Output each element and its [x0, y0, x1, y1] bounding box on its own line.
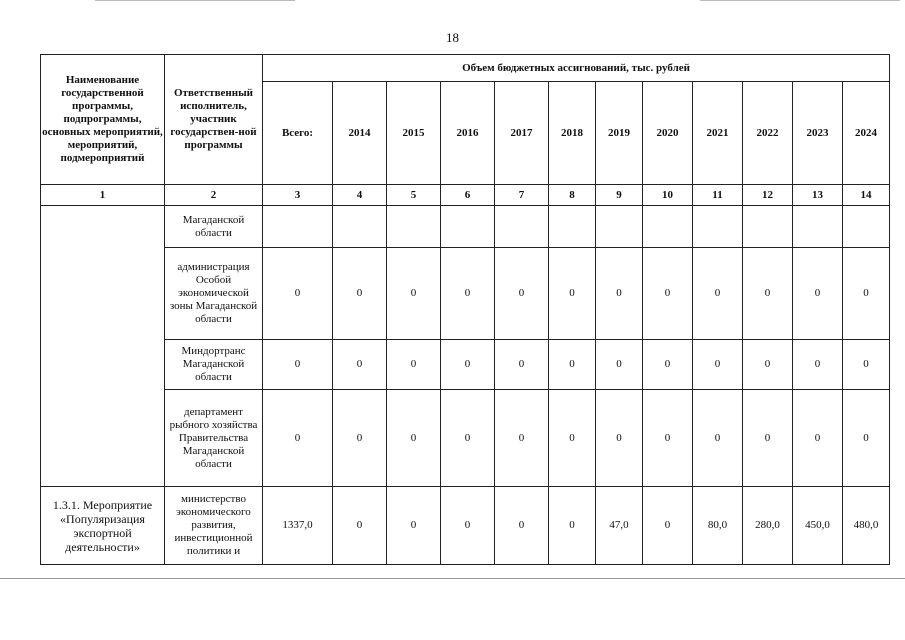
column-number-row [41, 185, 890, 206]
header-year: 2022 [743, 82, 793, 185]
table-row [41, 390, 890, 487]
row-value: 0 [263, 340, 333, 390]
row-value: 0 [693, 340, 743, 390]
row-value: 0 [441, 487, 495, 565]
row-value: 0 [843, 390, 890, 487]
header-row-top [41, 55, 890, 82]
table-row [41, 248, 890, 340]
row-value: 0 [387, 248, 441, 340]
bottom-scan-rule [0, 578, 905, 579]
row-value: 0 [495, 390, 549, 487]
row-value [387, 206, 441, 248]
row-value [793, 206, 843, 248]
row-value: 0 [743, 248, 793, 340]
row-value: 0 [549, 390, 596, 487]
header-year: 2020 [643, 82, 693, 185]
column-number: 9 [596, 185, 643, 206]
header-year: 2023 [793, 82, 843, 185]
row-value: 0 [793, 340, 843, 390]
row-value: 0 [643, 390, 693, 487]
row-value [596, 206, 643, 248]
row-value: 0 [263, 390, 333, 487]
row-value: 0 [333, 390, 387, 487]
row-value: 0 [643, 487, 693, 565]
column-number: 5 [387, 185, 441, 206]
header-year: 2017 [495, 82, 549, 185]
row-executor: министерство экономического развития, инвестиционной политики и [165, 487, 263, 565]
row-value: 0 [549, 248, 596, 340]
row-value: 0 [441, 248, 495, 340]
header-year: 2019 [596, 82, 643, 185]
row-value: 0 [549, 487, 596, 565]
row-value [263, 206, 333, 248]
row-value: 0 [643, 248, 693, 340]
header-budget-group: Объем бюджетных ассигнований, тыс. рублей [263, 55, 890, 82]
row-value: 0 [596, 340, 643, 390]
header-year: 2015 [387, 82, 441, 185]
row-value: 450,0 [793, 487, 843, 565]
column-number: 13 [793, 185, 843, 206]
row-value [643, 206, 693, 248]
column-number: 14 [843, 185, 890, 206]
header-total: Всего: [263, 82, 333, 185]
row-value: 0 [793, 390, 843, 487]
row-value [693, 206, 743, 248]
row-value: 0 [333, 340, 387, 390]
column-number: 3 [263, 185, 333, 206]
row-value [333, 206, 387, 248]
row-value [743, 206, 793, 248]
row-value: 0 [495, 248, 549, 340]
header-program-name: Наименование государственной программы, подпрограммы, основных мероприятий, мероприятий, подмероприятий [41, 55, 165, 185]
header-year: 2021 [693, 82, 743, 185]
row-value [843, 206, 890, 248]
column-number: 11 [693, 185, 743, 206]
header-executor: Ответственный исполнитель, участник государствен-ной программы [165, 55, 263, 185]
column-number: 2 [165, 185, 263, 206]
header-year: 2014 [333, 82, 387, 185]
row-value: 0 [495, 487, 549, 565]
row-value [495, 206, 549, 248]
table-row [41, 487, 890, 565]
top-edge-rule-left [95, 0, 295, 1]
row-value: 0 [387, 340, 441, 390]
row-value [549, 206, 596, 248]
row-executor: Магаданской области [165, 206, 263, 248]
row-executor: департамент рыбного хозяйства Правительства Магаданской области [165, 390, 263, 487]
table-row [41, 340, 890, 390]
row-value: 0 [441, 390, 495, 487]
row-value: 0 [441, 340, 495, 390]
header-year: 2018 [549, 82, 596, 185]
row-value: 0 [793, 248, 843, 340]
row-value: 0 [843, 340, 890, 390]
column-number: 6 [441, 185, 495, 206]
column-number: 8 [549, 185, 596, 206]
page-number: 18 [446, 30, 459, 45]
row-value: 0 [643, 340, 693, 390]
row-executor: Миндортранс Магаданской области [165, 340, 263, 390]
row-value: 0 [495, 340, 549, 390]
row-value: 0 [596, 390, 643, 487]
row-value: 0 [549, 340, 596, 390]
row-value: 0 [387, 487, 441, 565]
row-value: 280,0 [743, 487, 793, 565]
row-value: 0 [743, 390, 793, 487]
row-value: 80,0 [693, 487, 743, 565]
row-name-cell: 1.3.1. Мероприятие «Популяризация экспортной деятельности» [41, 487, 165, 565]
column-number: 4 [333, 185, 387, 206]
row-value: 0 [387, 390, 441, 487]
top-edge-rule-right [700, 0, 900, 1]
header-year: 2024 [843, 82, 890, 185]
row-value: 47,0 [596, 487, 643, 565]
row-value: 1337,0 [263, 487, 333, 565]
row-value: 0 [843, 248, 890, 340]
row-value: 0 [333, 248, 387, 340]
row-value: 480,0 [843, 487, 890, 565]
header-year: 2016 [441, 82, 495, 185]
row-value: 0 [693, 390, 743, 487]
budget-table [40, 54, 890, 565]
table-row [41, 206, 890, 248]
row-value [441, 206, 495, 248]
column-number: 10 [643, 185, 693, 206]
column-number: 7 [495, 185, 549, 206]
row-value: 0 [596, 248, 643, 340]
row-value: 0 [693, 248, 743, 340]
column-number: 1 [41, 185, 165, 206]
row-value: 0 [743, 340, 793, 390]
row-value: 0 [333, 487, 387, 565]
row-executor: администрация Особой экономической зоны Магаданской области [165, 248, 263, 340]
column-number: 12 [743, 185, 793, 206]
row-value: 0 [263, 248, 333, 340]
row-name-cell [41, 206, 165, 487]
